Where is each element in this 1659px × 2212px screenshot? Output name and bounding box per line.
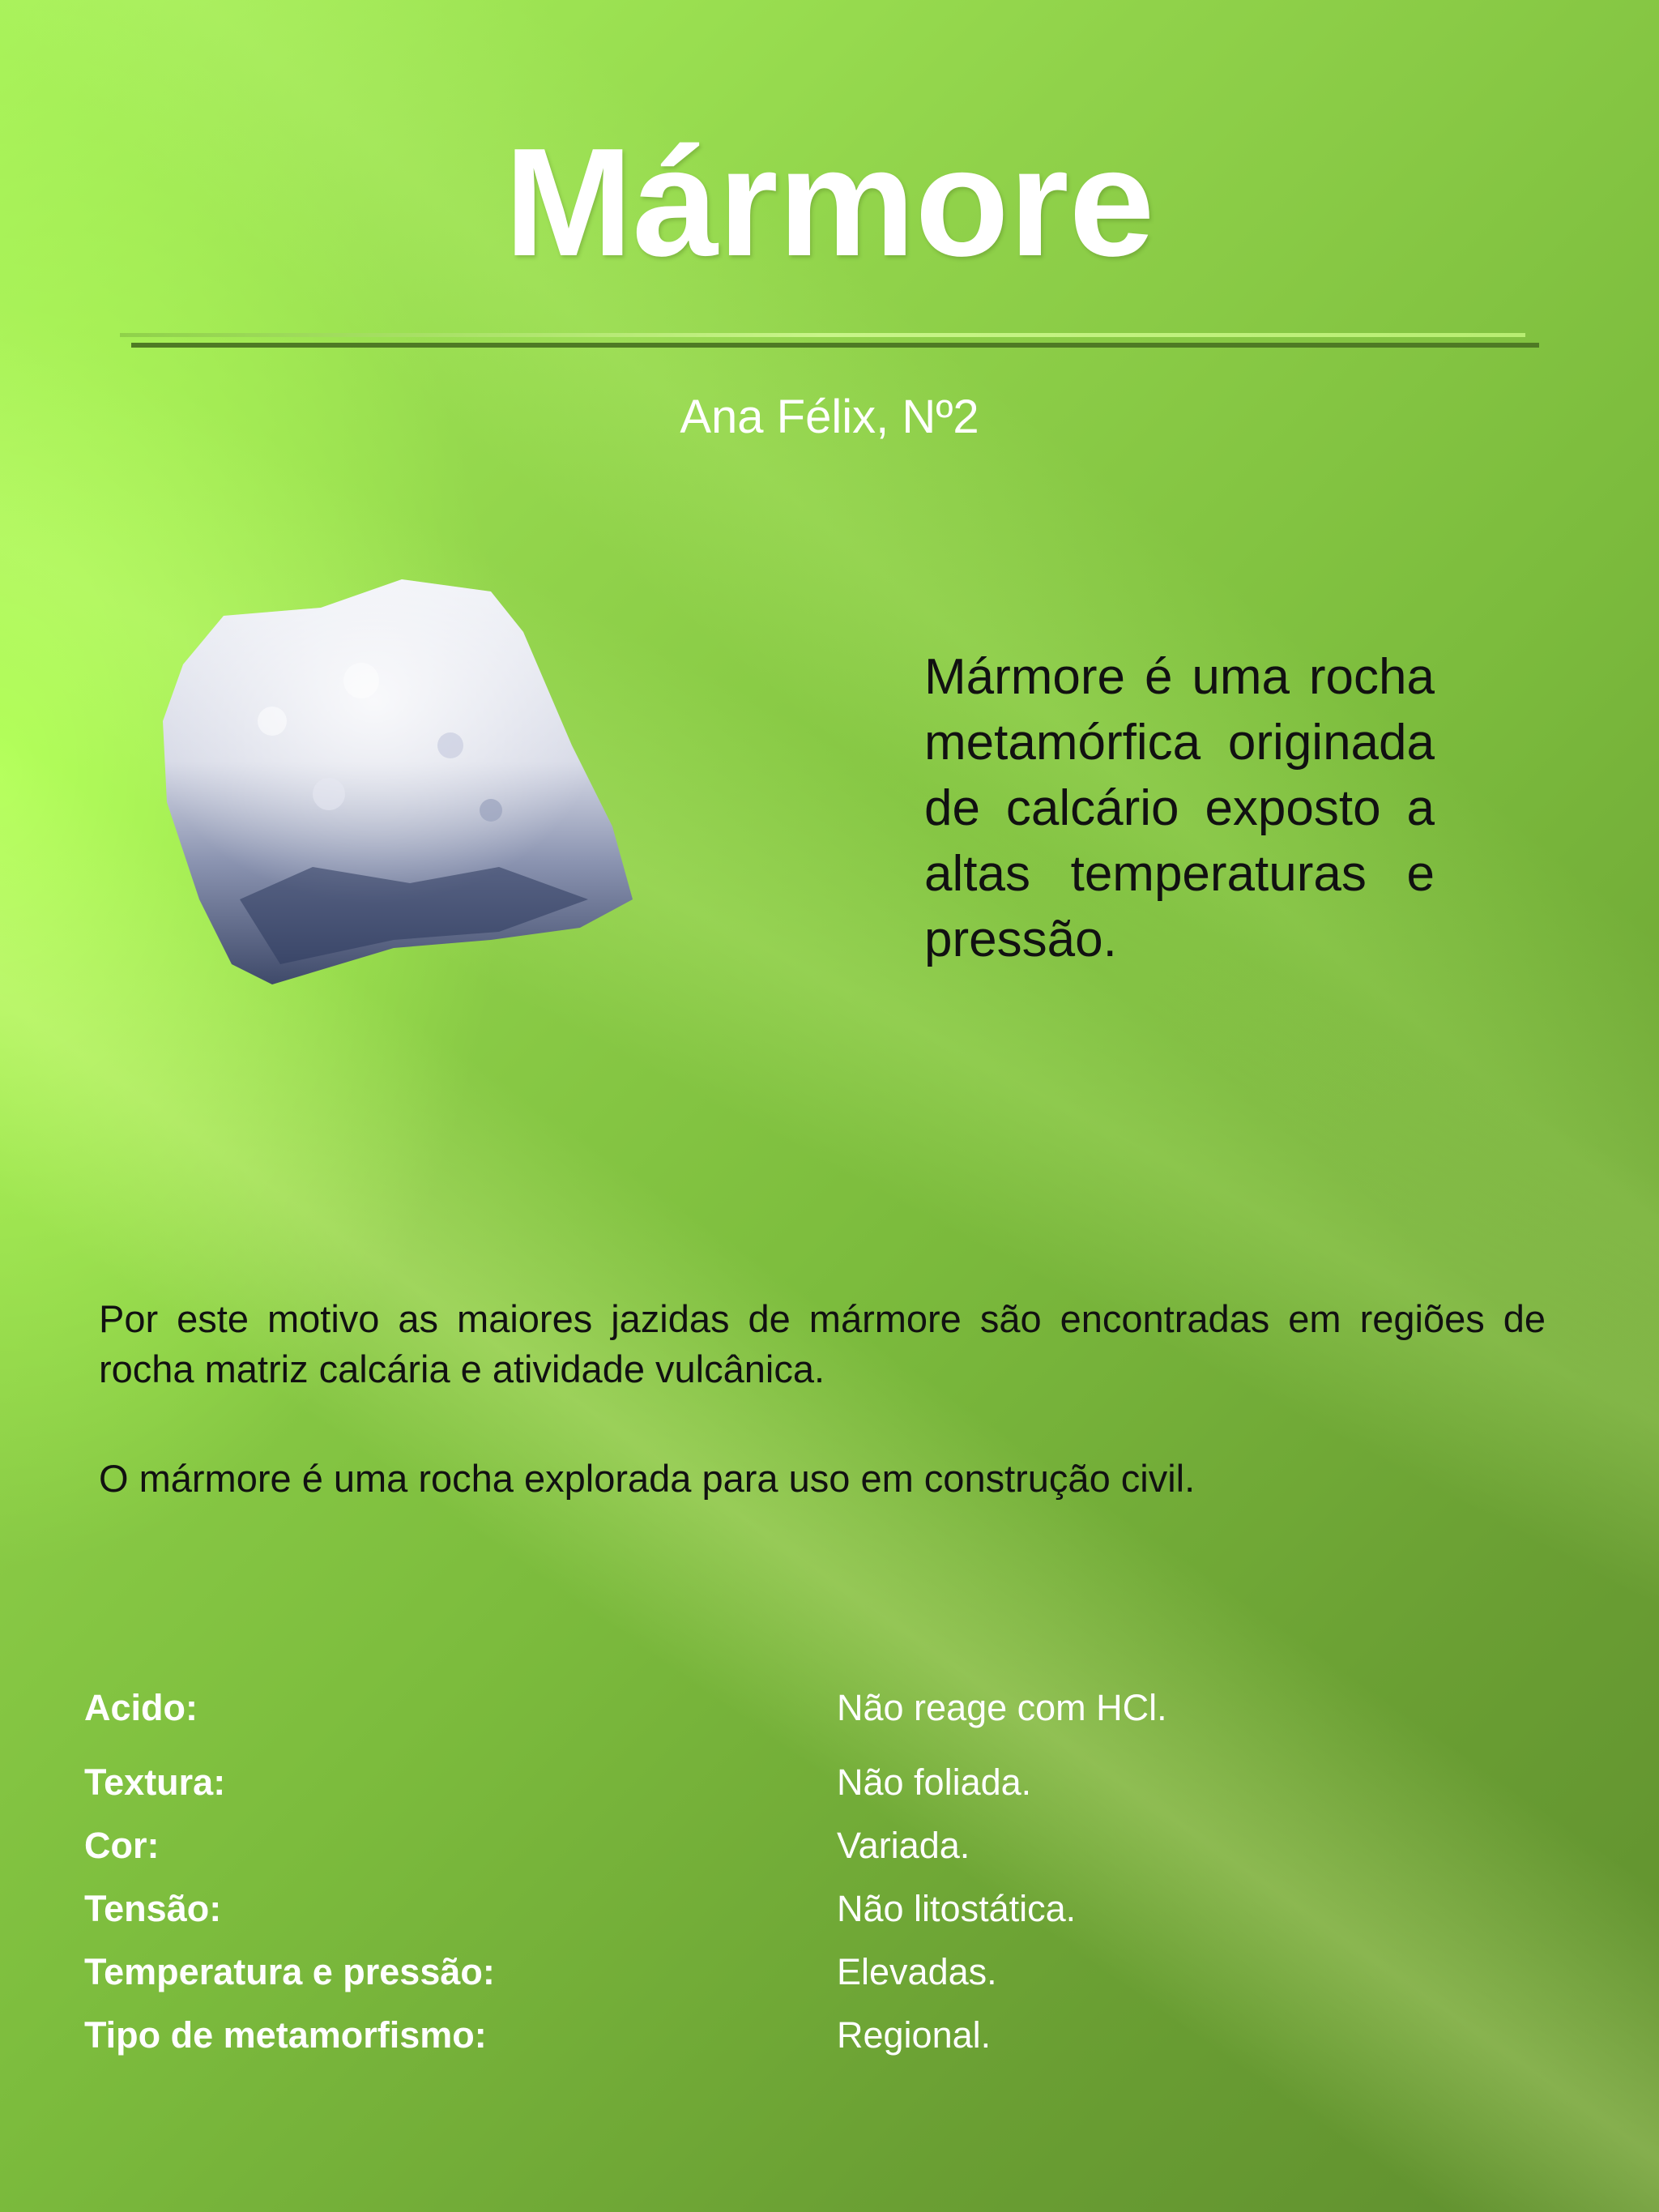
property-label: Textura: [84, 1761, 226, 1803]
property-value: Não foliada. [837, 1761, 1032, 1803]
property-row-tipo-metamorfismo [84, 2013, 1542, 2061]
page-title: Mármore [504, 117, 1155, 288]
title-divider-dark [131, 343, 1539, 348]
property-label: Tipo de metamorfismo: [84, 2014, 487, 2056]
property-value: Não litostática. [837, 1888, 1077, 1929]
property-label: Acido: [84, 1687, 198, 1728]
property-row-cor [84, 1823, 1542, 1872]
property-value: Variada. [837, 1825, 970, 1866]
property-label: Temperatura e pressão: [84, 1951, 495, 1992]
property-row-tensao [84, 1886, 1542, 1935]
marble-description: Mármore é uma rocha metamórfica originada de calcário exposto a altas temperaturas e pressão. [924, 649, 1435, 967]
author-subtitle: Ana Félix, Nº2 [680, 391, 979, 443]
deposits-paragraph: Por este motivo as maiores jazidas de mármore são encontradas em regiões de rocha matriz calcária e atividade vulcânica. [99, 1297, 1546, 1390]
usage-paragraph: O mármore é uma rocha explorada para uso em construção civil. [99, 1457, 1196, 1500]
property-row-acido [84, 1685, 1542, 1734]
property-value: Elevadas. [837, 1951, 997, 1992]
property-label: Tensão: [84, 1888, 222, 1929]
property-label: Cor: [84, 1825, 160, 1866]
property-value: Regional. [837, 2014, 992, 2056]
marble-rock-image [151, 559, 669, 997]
property-row-textura [84, 1760, 1542, 1808]
property-value: Não reage com HCl. [837, 1687, 1167, 1728]
property-row-temperatura-pressao [84, 1949, 1542, 1998]
title-divider-light [120, 333, 1525, 337]
